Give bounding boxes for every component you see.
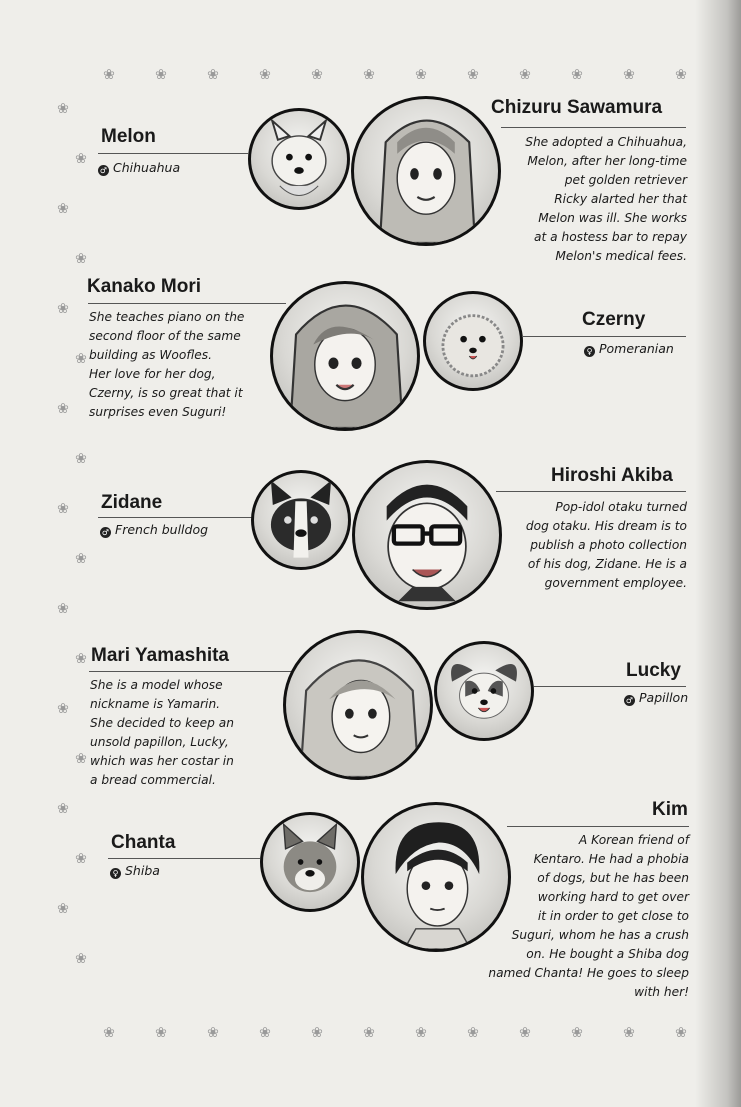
divider-line	[98, 153, 248, 154]
description-line: Czerny, is so great that it	[89, 386, 243, 400]
paw-print-icon: ❀	[675, 66, 687, 82]
portrait-chanta-shiba	[260, 812, 360, 912]
paw-print-icon: ❀	[363, 66, 375, 82]
dog-name-czerny: Czerny	[582, 309, 646, 330]
description-line: named Chanta! He goes to sleep	[488, 966, 689, 980]
description-line: which was her costar in	[90, 754, 234, 768]
dog-illustration-icon	[426, 294, 520, 388]
description-line: Melon, after her long-time	[527, 154, 687, 168]
paw-print-icon: ❀	[75, 650, 87, 666]
dog-breed-lucky	[624, 690, 688, 706]
description-line: Melon was ill. She works	[538, 211, 687, 225]
paw-print-icon: ❀	[519, 1024, 531, 1040]
divider-line	[98, 517, 258, 518]
bullet-icon: ♀	[110, 868, 121, 879]
description-line: it in order to get close to	[537, 909, 689, 923]
paw-print-icon: ❀	[57, 400, 69, 416]
character-name-kanako: Kanako Mori	[87, 276, 202, 297]
paw-print-icon: ❀	[259, 1024, 271, 1040]
character-description-kanako	[89, 308, 289, 422]
portrait-lucky-papillon	[434, 641, 534, 741]
paw-print-icon: ❀	[75, 250, 87, 266]
portrait-mari-yamashita	[283, 630, 433, 780]
divider-line	[88, 303, 286, 304]
paw-print-icon: ❀	[75, 950, 87, 966]
character-description-kim	[449, 831, 689, 1002]
description-line: Kentaro. He had a phobia	[533, 852, 689, 866]
bullet-icon: ♀	[584, 346, 595, 357]
bullet-icon: ♂	[101, 528, 110, 537]
description-line: second floor of the same	[89, 329, 241, 343]
character-description-chizuru	[457, 133, 687, 266]
description-line: surprises even Suguri!	[89, 405, 227, 419]
description-line: of dogs, but he has been	[537, 871, 689, 885]
dog-breed-czerny	[584, 341, 674, 357]
character-name-kim: Kim	[652, 799, 688, 820]
dog-illustration-icon	[437, 644, 531, 738]
paw-print-icon: ❀	[415, 1024, 427, 1040]
paw-print-icon: ❀	[75, 350, 87, 366]
paw-print-icon: ❀	[75, 750, 87, 766]
page-edge-shadow	[695, 0, 741, 1107]
paw-print-icon: ❀	[57, 300, 69, 316]
character-name-hiroshi: Hiroshi Akiba	[551, 465, 673, 486]
paw-print-icon: ❀	[311, 1024, 323, 1040]
dog-illustration-icon	[254, 473, 348, 567]
description-line: She adopted a Chihuahua,	[525, 135, 687, 149]
paw-print-icon: ❀	[675, 1024, 687, 1040]
divider-line	[496, 491, 686, 492]
divider-line	[89, 671, 296, 672]
paw-print-icon: ❀	[57, 500, 69, 516]
paw-print-icon: ❀	[623, 1024, 635, 1040]
paw-print-icon: ❀	[57, 200, 69, 216]
dog-illustration-icon	[251, 111, 347, 207]
description-line: Ricky alarted her that	[554, 192, 687, 206]
paw-print-icon: ❀	[57, 700, 69, 716]
paw-print-icon: ❀	[57, 900, 69, 916]
paw-print-icon: ❀	[207, 1024, 219, 1040]
description-line: building as Woofles.	[89, 348, 212, 362]
dog-illustration-icon	[263, 815, 357, 909]
dog-breed-chanta	[110, 863, 160, 879]
paw-print-icon: ❀	[75, 450, 87, 466]
paw-print-icon: ❀	[571, 1024, 583, 1040]
paw-print-icon: ❀	[75, 850, 87, 866]
divider-line	[108, 858, 260, 859]
description-line: Melon's medical fees.	[555, 249, 687, 263]
divider-line	[522, 336, 686, 337]
portrait-melon-chihuahua	[248, 108, 350, 210]
description-line: unsold papillon, Lucky,	[90, 735, 229, 749]
paw-print-icon: ❀	[259, 66, 271, 82]
bullet-icon: ♂	[625, 696, 634, 705]
description-line: with her!	[634, 985, 689, 999]
breed-label: French bulldog	[115, 522, 209, 537]
paw-print-icon: ❀	[103, 66, 115, 82]
paw-print-icon: ❀	[519, 66, 531, 82]
portrait-czerny-pomeranian	[423, 291, 523, 391]
description-line: pet golden retriever	[564, 173, 687, 187]
paw-print-icon: ❀	[363, 1024, 375, 1040]
breed-label: Pomeranian	[599, 341, 674, 356]
paw-print-icon: ❀	[57, 800, 69, 816]
dog-breed-melon	[98, 160, 180, 176]
character-description-hiroshi	[457, 498, 687, 593]
paw-print-icon: ❀	[623, 66, 635, 82]
dog-breed-zidane	[100, 522, 208, 538]
description-line: nickname is Yamarin.	[90, 697, 221, 711]
breed-label: Papillon	[639, 690, 689, 705]
description-line: on. He bought a Shiba dog	[526, 947, 689, 961]
paw-print-icon: ❀	[75, 150, 87, 166]
description-line: a bread commercial.	[90, 773, 216, 787]
character-name-mari: Mari Yamashita	[91, 645, 230, 666]
breed-label: Shiba	[125, 863, 160, 878]
dog-name-chanta: Chanta	[111, 832, 176, 853]
description-line: She decided to keep an	[90, 716, 234, 730]
description-line: of his dog, Zidane. He is a	[527, 557, 687, 571]
paw-print-icon: ❀	[75, 550, 87, 566]
portrait-kanako-mori	[270, 281, 420, 431]
description-line: publish a photo collection	[530, 538, 687, 552]
description-line: at a hostess bar to repay	[534, 230, 687, 244]
description-line: government employee.	[544, 576, 687, 590]
person-illustration-icon	[286, 633, 430, 777]
bullet-icon: ♂	[99, 166, 108, 175]
paw-print-icon: ❀	[207, 66, 219, 82]
description-line: She is a model whose	[90, 678, 223, 692]
paw-print-icon: ❀	[467, 1024, 479, 1040]
dog-name-melon: Melon	[101, 126, 156, 147]
paw-print-icon: ❀	[155, 1024, 167, 1040]
description-line: working hard to get over	[537, 890, 689, 904]
portrait-zidane-french-bulldog	[251, 470, 351, 570]
paw-print-icon: ❀	[57, 600, 69, 616]
dog-name-lucky: Lucky	[626, 660, 681, 681]
breed-label: Chihuahua	[113, 160, 181, 175]
divider-line	[507, 826, 689, 827]
divider-line	[534, 686, 686, 687]
paw-print-icon: ❀	[311, 66, 323, 82]
paw-print-icon: ❀	[155, 66, 167, 82]
paw-print-icon: ❀	[571, 66, 583, 82]
description-line: A Korean friend of	[578, 833, 689, 847]
description-line: She teaches piano on the	[89, 310, 245, 324]
paw-print-icon: ❀	[467, 66, 479, 82]
paw-print-icon: ❀	[415, 66, 427, 82]
description-line: dog otaku. His dream is to	[525, 519, 687, 533]
description-line: Suguri, whom he has a crush	[511, 928, 689, 942]
paw-print-icon: ❀	[57, 100, 69, 116]
character-name-chizuru: Chizuru Sawamura	[491, 97, 663, 118]
description-line: Her love for her dog,	[89, 367, 216, 381]
character-description-mari	[90, 676, 290, 790]
person-illustration-icon	[273, 284, 417, 428]
description-line: Pop-idol otaku turned	[555, 500, 687, 514]
paw-print-icon: ❀	[103, 1024, 115, 1040]
dog-name-zidane: Zidane	[101, 492, 163, 513]
divider-line	[501, 127, 686, 128]
